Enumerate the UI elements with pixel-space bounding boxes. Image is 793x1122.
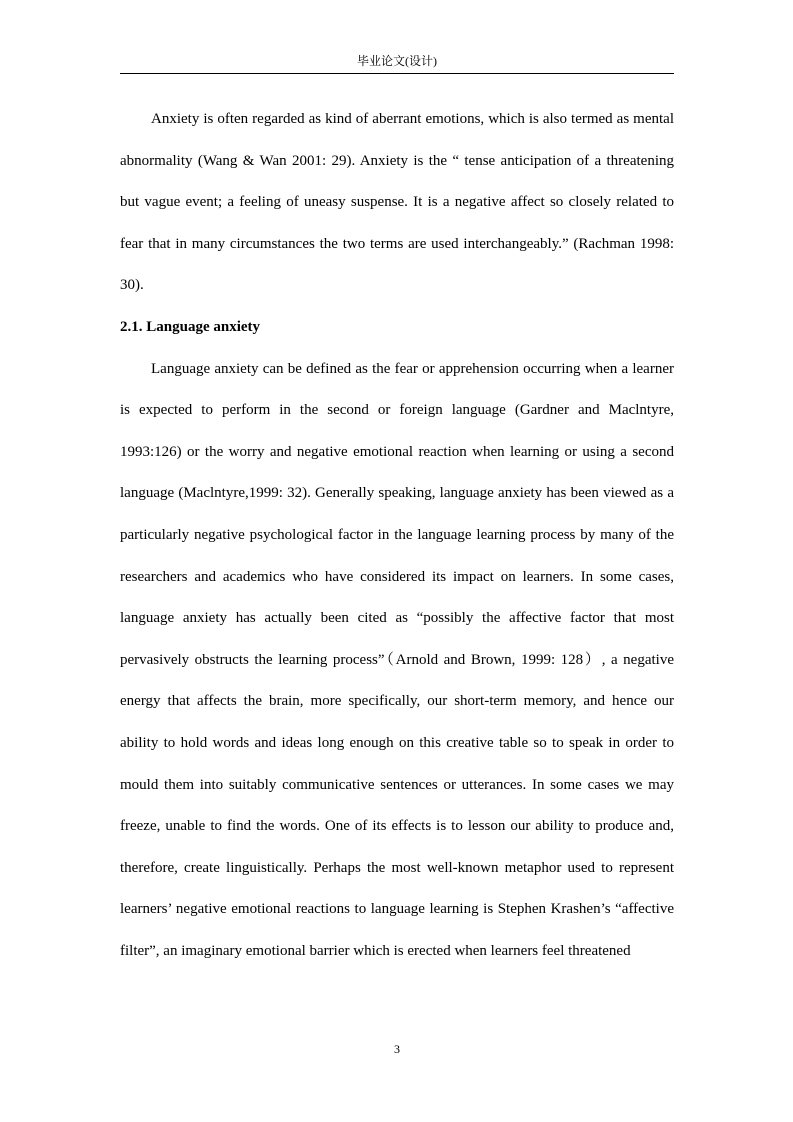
header-rule	[120, 73, 674, 74]
page-header: 毕业论文(设计)	[357, 54, 437, 68]
page-number: 3	[394, 1042, 400, 1056]
paragraph-anxiety-definition: Anxiety is often regarded as kind of aberrant emotions, which is also termed as mental abnormality (Wang & Wan 2001: 29). Anxiety is the “ tense anticipation of a threatening but vague event; a feeling of uneasy suspense. It is a negative affect so closely related to fear that in many circumstances the two terms are used interchangeably.” (Rachman 1998: 30).	[120, 111, 674, 294]
paragraph-language-anxiety: Language anxiety can be defined as the fear or apprehension occurring when a learner is expected to perform in the second or foreign language (Gardner and Maclntyre, 1993:126) or the worry and negative emotional reaction when learning or using a second language (Maclntyre,1999: 32). Generally speaking, language anxiety has been viewed as a particularly negative psychological factor in the language learning process by many of the researchers and academics who have considered its impact on learners. In some cases, language anxiety has actually been cited as “possibly the affective factor that most pervasively obstructs the learning process”（Arnold and Brown, 1999: 128）, a negative energy that affects the brain, more specifically, our short-term memory, and hence our ability to hold words and ideas long enough on this creative table so to speak in order to mould them into suitably communicative sentences or utterances. In some cases we may freeze, unable to find the words. One of its effects is to lesson our ability to produce and, therefore, create linguistically. Perhaps the most well-known metaphor used to represent learners’ negative emotional reactions to language learning is Stephen Krashen’s “affective filter”, an imaginary emotional barrier which is erected when learners feel threatened	[120, 360, 674, 959]
document-body	[120, 99, 674, 972]
section-heading: 2.1. Language anxiety	[120, 318, 261, 335]
